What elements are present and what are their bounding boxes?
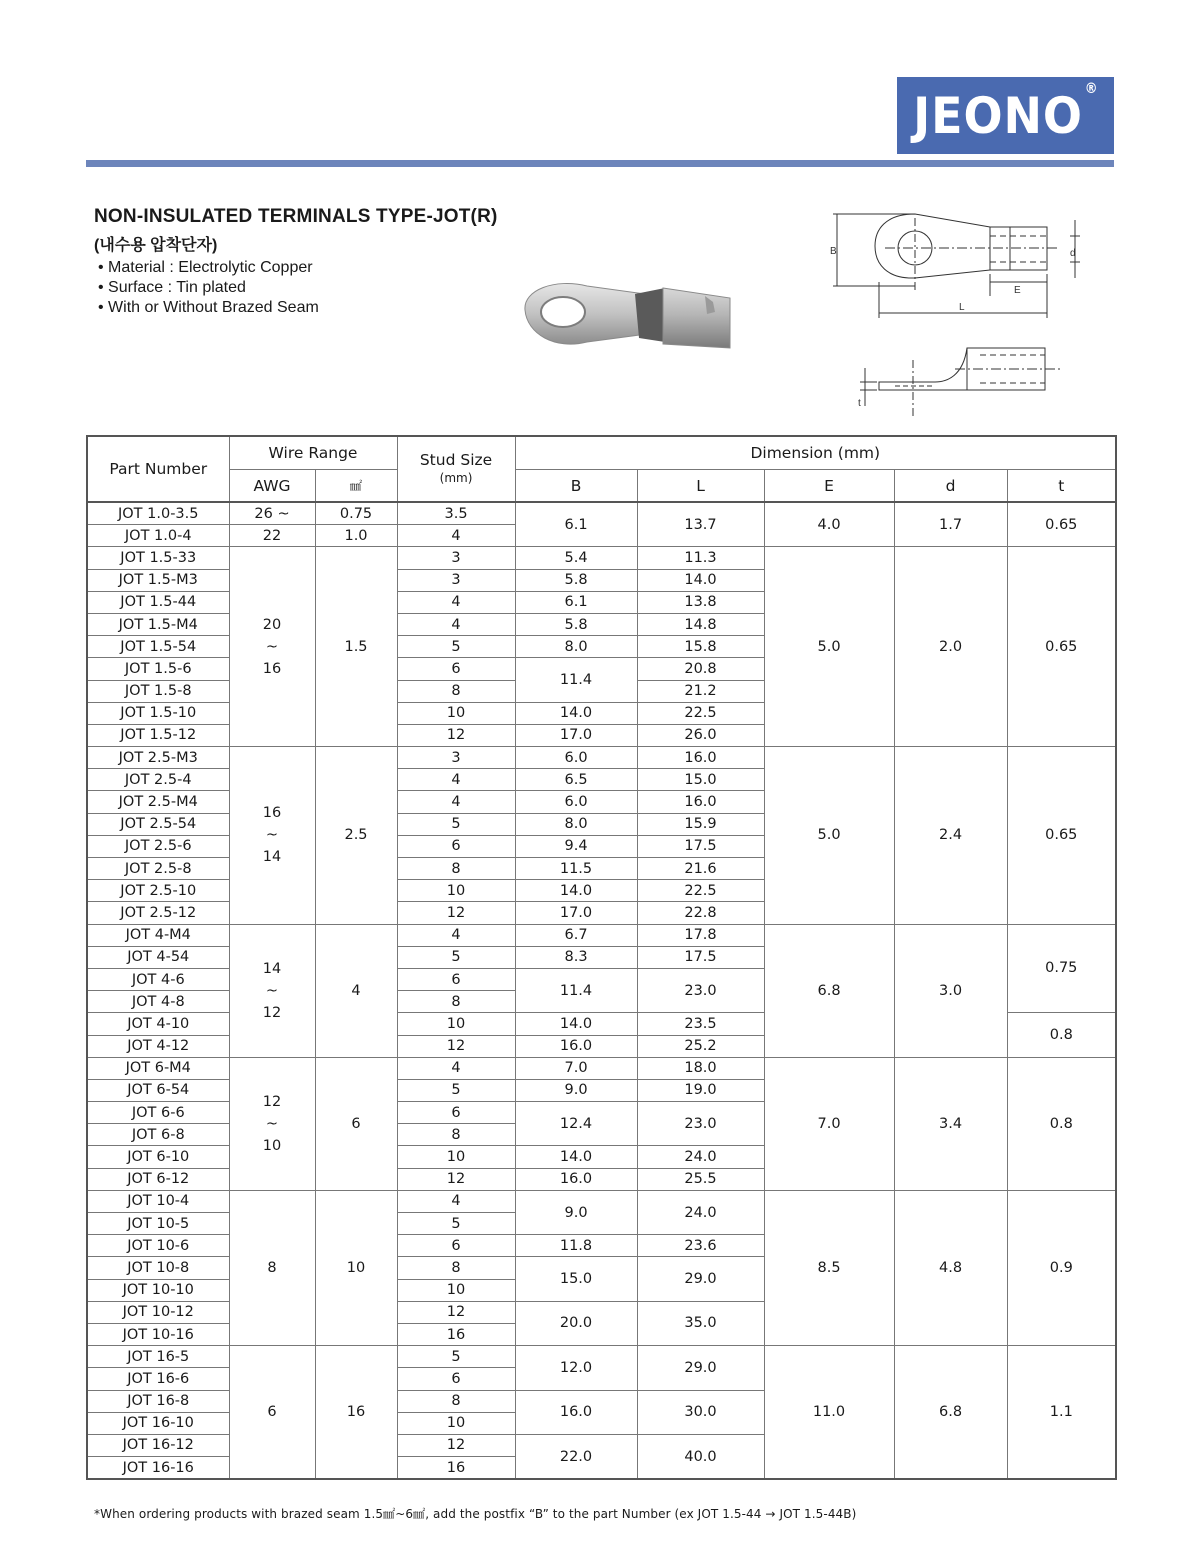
cell-b: 7.0 — [515, 1057, 637, 1079]
cell-part-number: JOT 1.5-33 — [87, 547, 229, 569]
table-row — [87, 547, 1116, 569]
cell-part-number: JOT 2.5-8 — [87, 858, 229, 880]
cell-mm2: 6 — [315, 1057, 397, 1190]
feature-list — [98, 258, 319, 318]
cell-l: 23.0 — [637, 968, 764, 1012]
cell-l: 25.2 — [637, 1035, 764, 1057]
cell-d: 2.0 — [894, 547, 1007, 747]
cell-stud-size: 10 — [397, 702, 515, 724]
awg-line: ~ — [265, 827, 279, 844]
cell-part-number: JOT 2.5-54 — [87, 813, 229, 835]
header-b: B — [515, 470, 637, 503]
cell-stud-size: 8 — [397, 1390, 515, 1412]
cell-l: 24.0 — [637, 1190, 764, 1234]
cell-part-number: JOT 1.0-3.5 — [87, 502, 229, 525]
cell-stud-size: 6 — [397, 1368, 515, 1390]
cell-l: 13.8 — [637, 591, 764, 613]
cell-part-number: JOT 1.0-4 — [87, 525, 229, 547]
cell-d: 4.8 — [894, 1190, 1007, 1345]
feature-seam: • With or Without Brazed Seam — [98, 298, 319, 318]
cell-b: 5.8 — [515, 613, 637, 635]
cell-b: 9.0 — [515, 1190, 637, 1234]
cell-part-number: JOT 16-5 — [87, 1346, 229, 1368]
table-row — [87, 502, 1116, 525]
cell-l: 13.7 — [637, 502, 764, 547]
cell-stud-size: 10 — [397, 880, 515, 902]
cell-l: 14.0 — [637, 569, 764, 591]
cell-part-number: JOT 4-8 — [87, 991, 229, 1013]
terminal-product-photo — [515, 272, 777, 382]
cell-b: 11.8 — [515, 1235, 637, 1257]
cell-l: 15.0 — [637, 769, 764, 791]
cell-part-number: JOT 10-12 — [87, 1301, 229, 1323]
cell-part-number: JOT 1.5-M4 — [87, 613, 229, 635]
dim-label-t: t — [858, 398, 861, 409]
header-wire-range: Wire Range — [229, 436, 397, 470]
cell-b: 9.4 — [515, 835, 637, 857]
header-d: d — [894, 470, 1007, 503]
table-row — [87, 1057, 1116, 1079]
cell-mm2: 0.75 — [315, 502, 397, 525]
cell-part-number: JOT 10-8 — [87, 1257, 229, 1279]
cell-b: 16.0 — [515, 1390, 637, 1434]
cell-part-number: JOT 10-16 — [87, 1323, 229, 1345]
cell-mm2: 10 — [315, 1190, 397, 1345]
cell-part-number: JOT 16-12 — [87, 1434, 229, 1456]
cell-part-number: JOT 6-8 — [87, 1124, 229, 1146]
cell-stud-size: 5 — [397, 1213, 515, 1235]
cell-b: 6.1 — [515, 502, 637, 547]
cell-part-number: JOT 10-6 — [87, 1235, 229, 1257]
cell-stud-size: 5 — [397, 813, 515, 835]
cell-stud-size: 6 — [397, 835, 515, 857]
page-subtitle: (내수용 압착단자) — [94, 237, 218, 254]
header-mm2: ㎟ — [315, 470, 397, 503]
cell-stud-size: 5 — [397, 946, 515, 968]
cell-part-number: JOT 2.5-4 — [87, 769, 229, 791]
cell-b: 5.8 — [515, 569, 637, 591]
table-row — [87, 1346, 1116, 1368]
cell-stud-size: 10 — [397, 1013, 515, 1035]
cell-b: 11.4 — [515, 658, 637, 702]
table-row — [87, 1190, 1116, 1212]
cell-stud-size: 12 — [397, 1035, 515, 1057]
awg-line: 16 — [262, 660, 282, 677]
cell-part-number: JOT 6-6 — [87, 1102, 229, 1124]
cell-e: 5.0 — [764, 547, 894, 747]
cell-part-number: JOT 1.5-54 — [87, 636, 229, 658]
cell-d: 3.4 — [894, 1057, 1007, 1190]
cell-l: 17.8 — [637, 924, 764, 946]
header-e: E — [764, 470, 894, 503]
cell-t: 0.65 — [1007, 747, 1116, 925]
cell-part-number: JOT 6-M4 — [87, 1057, 229, 1079]
awg-line: 12 — [262, 1093, 282, 1110]
cell-b: 5.4 — [515, 547, 637, 569]
cell-e: 6.8 — [764, 924, 894, 1057]
header-stud-size: Stud Size (mm) — [397, 436, 515, 502]
cell-mm2: 4 — [315, 924, 397, 1057]
cell-stud-size: 4 — [397, 1057, 515, 1079]
cell-part-number: JOT 1.5-8 — [87, 680, 229, 702]
cell-awg: 6 — [229, 1346, 315, 1480]
cell-part-number: JOT 1.5-12 — [87, 724, 229, 746]
cell-b: 8.0 — [515, 636, 637, 658]
top-view-drawing — [825, 200, 1085, 325]
cell-l: 29.0 — [637, 1257, 764, 1301]
cell-stud-size: 4 — [397, 1190, 515, 1212]
cell-b: 6.1 — [515, 591, 637, 613]
header-stud-unit: (mm) — [439, 471, 473, 485]
page-title: NON-INSULATED TERMINALS TYPE-JOT(R) — [94, 206, 498, 227]
cell-stud-size: 6 — [397, 1102, 515, 1124]
cell-stud-size: 3 — [397, 747, 515, 769]
cell-l: 23.0 — [637, 1102, 764, 1146]
cell-l: 29.0 — [637, 1346, 764, 1390]
cell-part-number: JOT 4-12 — [87, 1035, 229, 1057]
cell-t: 0.8 — [1007, 1013, 1116, 1057]
cell-mm2: 16 — [315, 1346, 397, 1480]
cell-part-number: JOT 4-54 — [87, 946, 229, 968]
cell-l: 24.0 — [637, 1146, 764, 1168]
cell-l: 17.5 — [637, 835, 764, 857]
awg-line: 14 — [262, 960, 282, 977]
cell-part-number: JOT 1.5-44 — [87, 591, 229, 613]
feature-surface: • Surface : Tin plated — [98, 278, 319, 298]
dim-label-b: B — [830, 246, 837, 257]
cell-stud-size: 4 — [397, 525, 515, 547]
cell-stud-size: 4 — [397, 791, 515, 813]
cell-stud-size: 12 — [397, 902, 515, 924]
cell-t: 0.8 — [1007, 1057, 1116, 1190]
cell-e: 11.0 — [764, 1346, 894, 1480]
awg-line: 12 — [262, 1004, 282, 1021]
cell-b: 14.0 — [515, 1146, 637, 1168]
header-dimension: Dimension (mm) — [515, 436, 1116, 470]
brand-logo — [897, 77, 1114, 154]
cell-l: 25.5 — [637, 1168, 764, 1190]
awg-line: 16 — [262, 805, 282, 822]
cell-part-number: JOT 16-10 — [87, 1412, 229, 1434]
cell-l: 16.0 — [637, 747, 764, 769]
cell-l: 35.0 — [637, 1301, 764, 1345]
awg-line: ~ — [265, 638, 279, 655]
cell-b: 11.4 — [515, 968, 637, 1012]
cell-e: 5.0 — [764, 747, 894, 925]
cell-t: 0.75 — [1007, 924, 1116, 1013]
cell-t: 0.65 — [1007, 502, 1116, 547]
cell-l: 22.5 — [637, 702, 764, 724]
cell-e: 8.5 — [764, 1190, 894, 1345]
cell-part-number: JOT 2.5-M3 — [87, 747, 229, 769]
cell-part-number: JOT 2.5-6 — [87, 835, 229, 857]
cell-l: 15.9 — [637, 813, 764, 835]
cell-stud-size: 5 — [397, 636, 515, 658]
cell-l: 21.2 — [637, 680, 764, 702]
cell-e: 4.0 — [764, 502, 894, 547]
registered-mark: ® — [1084, 80, 1099, 97]
table-row — [87, 924, 1116, 946]
cell-b: 6.0 — [515, 747, 637, 769]
cell-b: 14.0 — [515, 702, 637, 724]
cell-l: 30.0 — [637, 1390, 764, 1434]
cell-stud-size: 8 — [397, 1124, 515, 1146]
cell-b: 6.0 — [515, 791, 637, 813]
cell-stud-size: 6 — [397, 658, 515, 680]
cell-b: 17.0 — [515, 724, 637, 746]
awg-line: 10 — [262, 1137, 282, 1154]
cell-d: 1.7 — [894, 502, 1007, 547]
cell-stud-size: 12 — [397, 724, 515, 746]
cell-part-number: JOT 2.5-10 — [87, 880, 229, 902]
cell-stud-size: 12 — [397, 1301, 515, 1323]
cell-mm2: 2.5 — [315, 747, 397, 925]
cell-l: 15.8 — [637, 636, 764, 658]
cell-awg: 22 — [229, 525, 315, 547]
cell-part-number: JOT 4-M4 — [87, 924, 229, 946]
cell-stud-size: 16 — [397, 1457, 515, 1480]
awg-line: 14 — [262, 849, 282, 866]
cell-b: 15.0 — [515, 1257, 637, 1301]
header-rule — [86, 160, 1114, 167]
cell-part-number: JOT 10-4 — [87, 1190, 229, 1212]
cell-part-number: JOT 16-16 — [87, 1457, 229, 1480]
cell-t: 0.9 — [1007, 1190, 1116, 1345]
cell-l: 16.0 — [637, 791, 764, 813]
cell-b: 11.5 — [515, 858, 637, 880]
cell-stud-size: 6 — [397, 1235, 515, 1257]
cell-e: 7.0 — [764, 1057, 894, 1190]
cell-b: 14.0 — [515, 1013, 637, 1035]
cell-stud-size: 10 — [397, 1146, 515, 1168]
cell-l: 11.3 — [637, 547, 764, 569]
cell-l: 21.6 — [637, 858, 764, 880]
spec-table-body — [87, 502, 1116, 1479]
cell-part-number: JOT 6-12 — [87, 1168, 229, 1190]
cell-stud-size: 5 — [397, 1079, 515, 1101]
cell-d: 3.0 — [894, 924, 1007, 1057]
cell-awg — [229, 924, 315, 1057]
header-awg: AWG — [229, 470, 315, 503]
cell-part-number: JOT 16-6 — [87, 1368, 229, 1390]
cell-part-number: JOT 1.5-10 — [87, 702, 229, 724]
cell-stud-size: 3.5 — [397, 502, 515, 525]
cell-part-number: JOT 4-6 — [87, 968, 229, 990]
cell-stud-size: 12 — [397, 1168, 515, 1190]
cell-stud-size: 8 — [397, 1257, 515, 1279]
feature-material: • Material : Electrolytic Copper — [98, 258, 319, 278]
cell-part-number: JOT 10-10 — [87, 1279, 229, 1301]
cell-l: 19.0 — [637, 1079, 764, 1101]
cell-l: 23.6 — [637, 1235, 764, 1257]
cell-l: 20.8 — [637, 658, 764, 680]
cell-b: 12.4 — [515, 1102, 637, 1146]
cell-stud-size: 5 — [397, 1346, 515, 1368]
cell-part-number: JOT 16-8 — [87, 1390, 229, 1412]
cell-part-number: JOT 2.5-M4 — [87, 791, 229, 813]
cell-part-number: JOT 1.5-6 — [87, 658, 229, 680]
cell-awg: 26 ~ — [229, 502, 315, 525]
cell-awg — [229, 747, 315, 925]
cell-stud-size: 4 — [397, 924, 515, 946]
cell-l: 26.0 — [637, 724, 764, 746]
side-view-drawing — [855, 340, 1070, 420]
dim-label-l: L — [959, 302, 965, 313]
cell-stud-size: 10 — [397, 1279, 515, 1301]
cell-l: 14.8 — [637, 613, 764, 635]
cell-part-number: JOT 1.5-M3 — [87, 569, 229, 591]
header-part-number: Part Number — [87, 436, 229, 502]
cell-stud-size: 4 — [397, 769, 515, 791]
awg-line: ~ — [265, 982, 279, 999]
cell-mm2: 1.5 — [315, 547, 397, 747]
cell-b: 6.5 — [515, 769, 637, 791]
cell-d: 2.4 — [894, 747, 1007, 925]
cell-t: 1.1 — [1007, 1346, 1116, 1480]
cell-b: 16.0 — [515, 1035, 637, 1057]
cell-t: 0.65 — [1007, 547, 1116, 747]
cell-l: 18.0 — [637, 1057, 764, 1079]
logo-text: JEONO ® — [912, 80, 1099, 145]
awg-line: 20 — [262, 616, 282, 633]
cell-awg: 8 — [229, 1190, 315, 1345]
cell-b: 8.3 — [515, 946, 637, 968]
cell-b: 9.0 — [515, 1079, 637, 1101]
cell-b: 16.0 — [515, 1168, 637, 1190]
spec-table — [86, 435, 1117, 1480]
cell-part-number: JOT 6-54 — [87, 1079, 229, 1101]
cell-part-number: JOT 6-10 — [87, 1146, 229, 1168]
cell-stud-size: 8 — [397, 991, 515, 1013]
awg-line: ~ — [265, 1115, 279, 1132]
cell-stud-size: 10 — [397, 1412, 515, 1434]
cell-l: 22.8 — [637, 902, 764, 924]
cell-stud-size: 4 — [397, 591, 515, 613]
cell-b: 12.0 — [515, 1346, 637, 1390]
dim-label-e: E — [1014, 285, 1021, 296]
cell-b: 8.0 — [515, 813, 637, 835]
header-l: L — [637, 470, 764, 503]
cell-b: 17.0 — [515, 902, 637, 924]
cell-awg — [229, 1057, 315, 1190]
cell-stud-size: 8 — [397, 858, 515, 880]
cell-b: 6.7 — [515, 924, 637, 946]
cell-stud-size: 3 — [397, 547, 515, 569]
cell-stud-size: 16 — [397, 1323, 515, 1345]
cell-part-number: JOT 4-10 — [87, 1013, 229, 1035]
cell-stud-size: 4 — [397, 613, 515, 635]
cell-mm2: 1.0 — [315, 525, 397, 547]
cell-b: 20.0 — [515, 1301, 637, 1345]
cell-l: 23.5 — [637, 1013, 764, 1035]
cell-b: 22.0 — [515, 1434, 637, 1479]
footnote: *When ordering products with brazed seam 1.5㎟~6㎟, add the postfix “B” to the part Number (ex JOT 1.5-44 → JOT 1.5-44B) — [94, 1507, 857, 1521]
cell-l: 22.5 — [637, 880, 764, 902]
cell-l: 40.0 — [637, 1434, 764, 1479]
cell-d: 6.8 — [894, 1346, 1007, 1480]
table-row — [87, 747, 1116, 769]
cell-b: 14.0 — [515, 880, 637, 902]
cell-stud-size: 6 — [397, 968, 515, 990]
cell-stud-size: 8 — [397, 680, 515, 702]
cell-awg — [229, 547, 315, 747]
header-t: t — [1007, 470, 1116, 503]
cell-part-number: JOT 2.5-12 — [87, 902, 229, 924]
cell-part-number: JOT 10-5 — [87, 1213, 229, 1235]
dim-label-d: d — [1070, 248, 1076, 259]
cell-l: 17.5 — [637, 946, 764, 968]
cell-stud-size: 3 — [397, 569, 515, 591]
cell-stud-size: 12 — [397, 1434, 515, 1456]
